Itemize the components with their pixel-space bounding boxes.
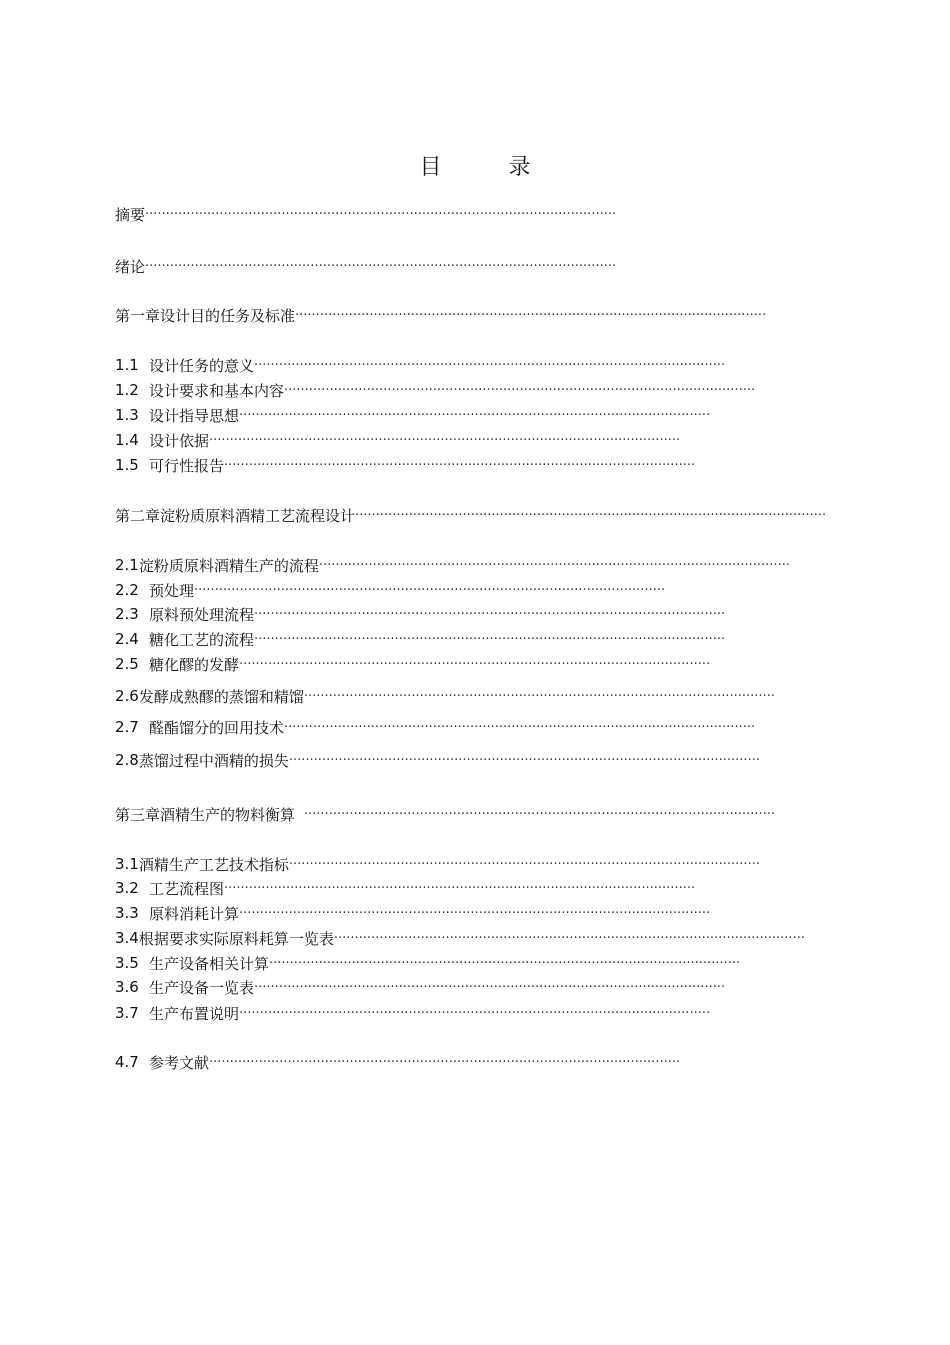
toc-entry-references[interactable] bbox=[115, 1051, 757, 1073]
toc-leader: ·················································································································· bbox=[239, 407, 711, 423]
toc-leader: ·················································································································· bbox=[224, 457, 696, 473]
toc-entry-2-7[interactable] bbox=[115, 716, 757, 738]
toc-entry-text: 第二章淀粉质原料酒精工艺流程设计 bbox=[115, 506, 356, 525]
toc-entry-text: 蒸馏过程中酒精的损失 bbox=[138, 751, 289, 770]
toc-leader: ·················································································································· bbox=[333, 930, 805, 946]
toc-entry-number: 2.7 bbox=[115, 718, 139, 736]
toc-leader: ·················································································································· bbox=[303, 688, 775, 704]
toc-entry-2-8[interactable] bbox=[115, 749, 760, 771]
toc-leader: ·················································································································· bbox=[239, 1005, 711, 1021]
toc-entry-text: 工艺流程图 bbox=[149, 879, 225, 898]
toc-leader: ·················································································································· bbox=[254, 979, 726, 995]
toc-entry-text: 第三章酒精生产的物料衡算 bbox=[115, 805, 296, 824]
toc-entry-chapter-2[interactable] bbox=[115, 504, 827, 526]
toc-entry-number: 3.5 bbox=[115, 954, 139, 972]
toc-entry-text: 根据要求实际原料耗算一览表 bbox=[138, 929, 334, 948]
toc-entry-number: 3.6 bbox=[115, 978, 139, 996]
toc-entry-1-4[interactable] bbox=[115, 429, 757, 451]
toc-leader: ·················································································································· bbox=[209, 1054, 681, 1070]
toc-entry-number: 2.4 bbox=[115, 630, 139, 648]
toc-entry-chapter-3[interactable] bbox=[115, 803, 775, 825]
toc-leader: ·················································································································· bbox=[288, 752, 760, 768]
toc-entry-text: 醛酯馏分的回用技术 bbox=[149, 718, 285, 737]
toc-leader: ·················································································································· bbox=[284, 382, 756, 398]
toc-entry-number: 2.8 bbox=[115, 751, 139, 769]
toc-leader: ·················································································································· bbox=[145, 206, 617, 222]
toc-entry-1-1[interactable] bbox=[115, 354, 760, 376]
toc-entry-1-2[interactable] bbox=[115, 379, 757, 401]
toc-leader: ·················································································································· bbox=[194, 582, 666, 598]
toc-leader: ·················································································································· bbox=[254, 606, 726, 622]
toc-entry-2-6[interactable] bbox=[115, 685, 775, 707]
toc-entry-3-3[interactable] bbox=[115, 902, 760, 924]
toc-entry-number: 1.3 bbox=[115, 406, 139, 424]
toc-entry-introduction[interactable] bbox=[115, 255, 757, 277]
toc-entry-text: 生产布置说明 bbox=[149, 1004, 240, 1023]
toc-entry-text: 第一章设计目的任务及标准 bbox=[115, 306, 296, 325]
toc-leader: ·················································································································· bbox=[355, 507, 827, 523]
toc-entry-3-4[interactable] bbox=[115, 927, 805, 949]
toc-leader: ·················································································································· bbox=[254, 631, 726, 647]
toc-entry-3-6[interactable] bbox=[115, 976, 760, 998]
toc-entry-number: 2.6 bbox=[115, 687, 139, 705]
toc-entry-1-5[interactable] bbox=[115, 454, 757, 476]
toc-entry-number: 2.5 bbox=[115, 655, 139, 673]
toc-entry-2-5[interactable] bbox=[115, 653, 757, 675]
toc-entry-number: 2.3 bbox=[115, 605, 139, 623]
toc-entry-text: 发酵成熟醪的蒸馏和精馏 bbox=[138, 687, 304, 706]
toc-entry-text: 参考文献 bbox=[149, 1053, 210, 1072]
toc-leader: ·················································································································· bbox=[318, 557, 790, 573]
toc-entry-text: 原料消耗计算 bbox=[149, 904, 240, 923]
toc-entry-3-5[interactable] bbox=[115, 952, 757, 974]
toc-entry-number: 3.2 bbox=[115, 879, 139, 897]
toc-entry-text: 设计要求和基本内容 bbox=[149, 381, 285, 400]
toc-entry-number: 3.4 bbox=[115, 929, 139, 947]
toc-leader: ·················································································································· bbox=[288, 856, 760, 872]
toc-entry-text: 绪论 bbox=[115, 257, 146, 276]
toc-entry-2-4[interactable] bbox=[115, 628, 760, 650]
toc-entry-text: 可行性报告 bbox=[149, 456, 225, 475]
toc-leader: ·················································································································· bbox=[295, 307, 767, 323]
toc-entry-chapter-1[interactable] bbox=[115, 304, 767, 326]
toc-entry-text: 糖化醪的发酵 bbox=[149, 655, 240, 674]
toc-entry-3-2[interactable] bbox=[115, 877, 757, 899]
toc-entry-text: 设计指导思想 bbox=[149, 406, 240, 425]
page-title: 目 录 bbox=[419, 155, 561, 180]
toc-entry-number: 1.2 bbox=[115, 381, 139, 399]
toc-leader: ·················································································································· bbox=[303, 806, 775, 822]
toc-entry-3-1[interactable] bbox=[115, 853, 760, 875]
toc-entry-text: 生产设备相关计算 bbox=[149, 954, 270, 973]
toc-entry-abstract[interactable] bbox=[115, 203, 757, 225]
toc-entry-text: 设计任务的意义 bbox=[149, 356, 255, 375]
toc-entry-text: 摘要 bbox=[115, 205, 146, 224]
toc-leader: ·················································································································· bbox=[145, 258, 617, 274]
toc-leader: ·················································································································· bbox=[239, 905, 711, 921]
toc-entry-number: 3.7 bbox=[115, 1004, 139, 1022]
toc-entry-number: 2.2 bbox=[115, 581, 139, 599]
toc-leader: ·················································································································· bbox=[224, 880, 696, 896]
toc-entry-text: 糖化工艺的流程 bbox=[149, 630, 255, 649]
toc-entry-3-7[interactable] bbox=[115, 1002, 760, 1024]
toc-entry-text: 设计依据 bbox=[149, 431, 210, 450]
toc-leader: ·················································································································· bbox=[239, 656, 711, 672]
toc-leader: ·················································································································· bbox=[254, 357, 726, 373]
toc-entry-text: 预处理 bbox=[149, 581, 195, 600]
toc-entry-number: 1.4 bbox=[115, 431, 139, 449]
toc-entry-number: 3.3 bbox=[115, 904, 139, 922]
toc-entry-number: 3.1 bbox=[115, 855, 139, 873]
toc-entry-number: 4.7 bbox=[115, 1053, 139, 1071]
toc-entry-number: 2.1 bbox=[115, 556, 139, 574]
toc-entry-number: 1.5 bbox=[115, 456, 139, 474]
toc-entry-text: 淀粉质原料酒精生产的流程 bbox=[138, 556, 319, 575]
toc-entry-text: 生产设备一览表 bbox=[149, 978, 255, 997]
toc-entry-text: 原料预处理流程 bbox=[149, 605, 255, 624]
toc-entry-2-2[interactable] bbox=[115, 579, 760, 601]
toc-entry-number: 1.1 bbox=[115, 356, 139, 374]
toc-leader: ·················································································································· bbox=[269, 955, 741, 971]
toc-leader: ·················································································································· bbox=[209, 432, 681, 448]
toc-entry-2-3[interactable] bbox=[115, 603, 757, 625]
toc-entry-text: 酒精生产工艺技术指标 bbox=[138, 855, 289, 874]
toc-leader: ·················································································································· bbox=[284, 719, 756, 735]
toc-entry-1-3[interactable] bbox=[115, 404, 757, 426]
toc-entry-2-1[interactable] bbox=[115, 554, 790, 576]
